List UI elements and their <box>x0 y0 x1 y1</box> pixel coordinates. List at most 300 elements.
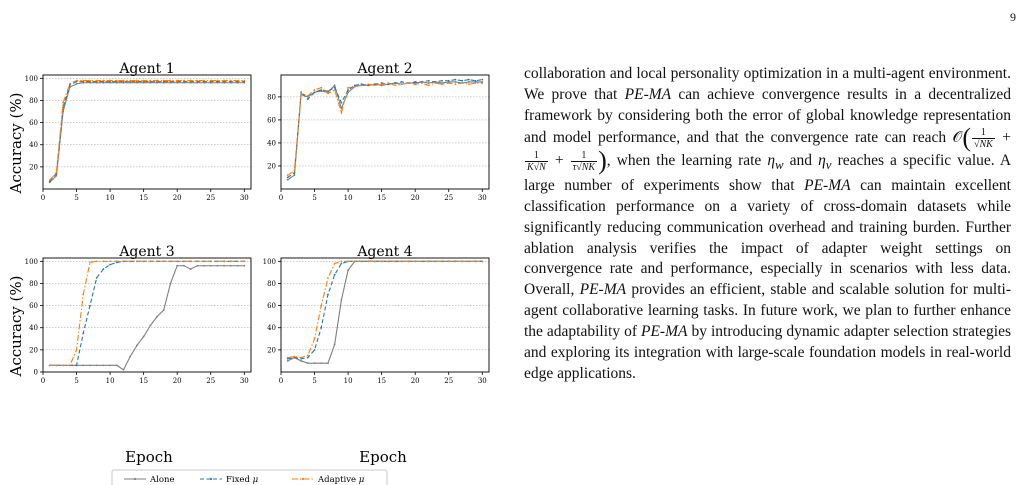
x-tick-label: 0 <box>40 194 46 202</box>
data-point <box>170 260 172 262</box>
data-point <box>149 80 151 82</box>
x-tick-label: 15 <box>377 194 387 202</box>
data-point <box>129 260 131 262</box>
data-point <box>62 106 64 108</box>
data-point <box>116 260 118 262</box>
data-point <box>461 80 463 82</box>
data-point <box>468 83 470 85</box>
x-tick-label: 25 <box>206 377 216 385</box>
x-tick-label: 25 <box>444 194 454 202</box>
data-point <box>56 175 58 177</box>
data-point <box>428 260 430 262</box>
y-tick-label: 80 <box>29 279 38 288</box>
y-tick-label: 60 <box>267 116 276 125</box>
data-point <box>196 265 198 267</box>
data-point <box>421 260 423 262</box>
data-point <box>327 277 329 279</box>
y-tick-label: 40 <box>29 324 38 333</box>
body-paragraph <box>524 64 1011 385</box>
y-axis-label-top: Accuracy (%) <box>7 92 25 194</box>
data-point <box>441 83 443 85</box>
data-point <box>340 260 342 262</box>
data-point <box>314 362 316 364</box>
panel-title: Agent 3 <box>119 244 175 260</box>
data-point <box>190 268 192 270</box>
plot-frame <box>281 75 489 189</box>
data-point <box>327 294 329 296</box>
data-point <box>149 260 151 262</box>
x-tick-label: 30 <box>477 194 487 202</box>
data-point <box>361 260 363 262</box>
data-point <box>176 80 178 82</box>
data-point <box>89 364 91 366</box>
data-point <box>76 364 78 366</box>
text-segment: and <box>783 151 819 169</box>
data-point <box>307 98 309 100</box>
data-point <box>136 80 138 82</box>
data-point <box>320 327 322 329</box>
data-point <box>367 260 369 262</box>
data-point <box>314 338 316 340</box>
data-point <box>374 260 376 262</box>
data-point <box>307 357 309 359</box>
data-point <box>176 260 178 262</box>
data-point <box>401 260 403 262</box>
data-point <box>183 265 185 267</box>
data-point <box>334 343 336 345</box>
open-paren: ( <box>962 122 971 152</box>
x-tick-label: 15 <box>139 194 149 202</box>
data-point <box>69 364 71 366</box>
data-point <box>109 80 111 82</box>
y-tick-label: 0 <box>33 368 38 377</box>
text-segment: collaboration and local personality optimization in a multi-agent environment. We prove that <box>524 65 1011 103</box>
series-line-fixed <box>288 261 483 358</box>
data-point <box>287 174 289 176</box>
legend-label: Adaptive μ <box>318 475 365 485</box>
data-point <box>334 274 336 276</box>
data-point <box>102 260 104 262</box>
data-point <box>89 80 91 82</box>
data-point <box>455 260 457 262</box>
data-point <box>294 356 296 358</box>
data-point <box>89 305 91 307</box>
panel-title: Agent 2 <box>357 61 413 77</box>
data-point <box>129 80 131 82</box>
x-tick-label: 5 <box>312 194 317 202</box>
data-point <box>203 265 205 267</box>
data-point <box>374 84 376 86</box>
data-point <box>300 360 302 362</box>
data-point <box>156 80 158 82</box>
data-point <box>294 170 296 172</box>
eta-subscript: w <box>775 156 784 172</box>
data-point <box>294 174 296 176</box>
data-point <box>76 83 78 85</box>
frac-numerator: 1 <box>972 127 995 139</box>
data-point <box>307 354 309 356</box>
data-point <box>69 83 71 85</box>
data-point <box>394 84 396 86</box>
data-point <box>387 82 389 84</box>
data-point <box>89 262 91 264</box>
x-tick-label: 0 <box>278 194 284 202</box>
data-point <box>475 260 477 262</box>
method-name: PE-MA <box>804 176 851 194</box>
frac-numerator: 1 <box>525 150 548 162</box>
x-tick-label: 20 <box>410 194 420 202</box>
data-point <box>190 80 192 82</box>
y-tick-label: 20 <box>267 162 276 171</box>
data-point <box>49 364 51 366</box>
data-point <box>340 112 342 114</box>
y-tick-label: 60 <box>267 302 276 311</box>
page-number: 9 <box>1010 10 1016 24</box>
x-tick-label: 15 <box>139 377 149 385</box>
data-point <box>334 84 336 86</box>
data-point <box>455 81 457 83</box>
data-point <box>434 260 436 262</box>
data-point <box>82 364 84 366</box>
x-tick-label: 25 <box>206 194 216 202</box>
data-point <box>210 265 212 267</box>
legend-marker <box>302 478 304 480</box>
data-point <box>223 260 225 262</box>
data-point <box>287 357 289 359</box>
data-point <box>163 260 165 262</box>
data-point <box>314 91 316 93</box>
data-point <box>414 260 416 262</box>
data-point <box>334 89 336 91</box>
data-point <box>237 260 239 262</box>
y-tick-label: 40 <box>29 141 38 150</box>
data-point <box>82 332 84 334</box>
data-point <box>461 82 463 84</box>
data-point <box>163 80 165 82</box>
data-point <box>408 82 410 84</box>
data-point <box>367 83 369 85</box>
data-point <box>196 80 198 82</box>
data-point <box>170 283 172 285</box>
data-point <box>123 80 125 82</box>
frac-denominator: K√N <box>527 161 546 173</box>
data-point <box>156 260 158 262</box>
x-tick-label: 10 <box>105 377 115 385</box>
data-point <box>421 82 423 84</box>
data-point <box>320 362 322 364</box>
data-point <box>243 260 245 262</box>
body-text-column <box>524 64 1011 385</box>
data-point <box>210 260 212 262</box>
data-point <box>461 260 463 262</box>
eta-v <box>818 151 832 172</box>
x-tick-label: 0 <box>278 377 284 385</box>
data-point <box>123 260 125 262</box>
data-point <box>401 81 403 83</box>
data-point <box>237 80 239 82</box>
data-point <box>468 79 470 81</box>
data-point <box>327 93 329 95</box>
data-point <box>223 265 225 267</box>
data-point <box>96 260 98 262</box>
data-point <box>230 80 232 82</box>
frac-denominator: √NK <box>973 138 993 150</box>
y-tick-label: 60 <box>29 302 38 311</box>
chart-panels <box>25 61 489 385</box>
data-point <box>408 260 410 262</box>
text-segment: , when the learning rate <box>606 151 768 169</box>
data-point <box>143 260 145 262</box>
y-tick-label: 40 <box>267 139 276 148</box>
data-point <box>361 84 363 86</box>
data-point <box>414 83 416 85</box>
y-tick-label: 20 <box>267 346 276 355</box>
data-point <box>210 80 212 82</box>
legend-label-symbol: μ <box>249 475 259 485</box>
y-tick-label: 100 <box>24 74 38 83</box>
data-point <box>475 80 477 82</box>
chart-panel-2 <box>267 61 489 202</box>
data-point <box>183 260 185 262</box>
data-point <box>387 260 389 262</box>
y-tick-label: 80 <box>267 93 276 102</box>
data-point <box>136 260 138 262</box>
x-tick-label: 10 <box>343 194 353 202</box>
data-point <box>340 299 342 301</box>
x-tick-label: 0 <box>40 377 46 385</box>
x-tick-label: 10 <box>343 377 353 385</box>
data-point <box>354 86 356 88</box>
data-point <box>190 260 192 262</box>
legend-label: Fixed μ <box>226 475 259 485</box>
x-tick-label: 5 <box>74 377 79 385</box>
data-point <box>109 264 111 266</box>
data-point <box>237 265 239 267</box>
series-line-adaptive <box>288 261 483 357</box>
frac-numerator: 1 <box>571 150 597 162</box>
x-tick-label: 5 <box>312 377 317 385</box>
text-segment: can achieve convergence results in a decentralized framework by considering both the error of global knowledge representation and model performance, and that the convergence rate can reach <box>524 85 1011 146</box>
method-name: PE-MA <box>579 281 627 299</box>
data-point <box>183 80 185 82</box>
series-line-alone <box>50 83 245 183</box>
eta-w <box>767 151 784 172</box>
eta-symbol: η <box>767 151 776 169</box>
data-point <box>82 294 84 296</box>
data-point <box>82 80 84 82</box>
data-point <box>481 82 483 84</box>
data-point <box>143 80 145 82</box>
x-tick-label: 30 <box>239 377 249 385</box>
data-point <box>347 269 349 271</box>
panel-title: Agent 4 <box>357 244 413 260</box>
data-point <box>428 82 430 84</box>
data-point <box>320 89 322 91</box>
data-point <box>327 362 329 364</box>
legend-label-symbol: μ <box>356 475 365 485</box>
data-point <box>428 84 430 86</box>
data-point <box>448 260 450 262</box>
plot-frame <box>281 258 489 372</box>
data-point <box>334 263 336 265</box>
data-point <box>448 80 450 82</box>
y-axis-label-bottom: Accuracy (%) <box>7 275 25 377</box>
data-point <box>230 260 232 262</box>
data-point <box>217 260 219 262</box>
accuracy-figure <box>0 0 510 485</box>
big-o-symbol: 𝒪 <box>952 128 963 146</box>
chart-panel-4 <box>263 244 489 385</box>
data-point <box>314 89 316 91</box>
data-point <box>414 81 416 83</box>
data-point <box>203 80 205 82</box>
eta-symbol: η <box>818 151 826 169</box>
text-segment: reaches a specific value. A large number of experiments show that <box>524 151 1012 194</box>
data-point <box>334 87 336 89</box>
y-tick-label: 60 <box>29 119 38 128</box>
data-point <box>381 260 383 262</box>
data-point <box>156 316 158 318</box>
data-point <box>230 265 232 267</box>
data-point <box>394 260 396 262</box>
y-tick-label: 100 <box>24 257 38 266</box>
data-point <box>56 364 58 366</box>
method-name: PE-MA <box>641 323 688 341</box>
text-segment: can maintain excellent classification performance on a variety of cross-domain datasets while significantly reducing communication overhead and training burden. Further ablation analysis verifies the impact of adapter weight settings on convergence rate and performance, especially in scenarios with less data. Overall, <box>524 176 1011 299</box>
data-point <box>381 83 383 85</box>
legend-label: Alone <box>150 475 175 485</box>
data-point <box>287 360 289 362</box>
data-point <box>243 80 245 82</box>
data-point <box>96 277 98 279</box>
data-point <box>143 336 145 338</box>
data-point <box>448 82 450 84</box>
data-point <box>468 260 470 262</box>
x-axis-label-right: Epoch <box>359 448 407 466</box>
method-name: PE-MA <box>624 85 672 103</box>
data-point <box>136 345 138 347</box>
data-point <box>129 356 131 358</box>
panel-title: Agent 1 <box>119 61 175 77</box>
data-point <box>287 179 289 181</box>
data-point <box>243 265 245 267</box>
data-point <box>307 362 309 364</box>
data-point <box>109 364 111 366</box>
data-point <box>468 81 470 83</box>
plus-sign: + <box>554 151 564 169</box>
chart-panel-1 <box>25 61 251 202</box>
data-point <box>327 90 329 92</box>
data-point <box>294 172 296 174</box>
data-point <box>176 265 178 267</box>
text-segment: by introducing dynamic adapter selection strategies and exploring its integration with large-scale foundation models in real-world edge applications. <box>524 323 1011 382</box>
x-tick-label: 5 <box>74 194 79 202</box>
data-point <box>287 177 289 179</box>
close-paren: ) <box>598 145 607 175</box>
data-point <box>217 265 219 267</box>
x-tick-label: 20 <box>172 194 182 202</box>
plus-sign: + <box>1002 128 1011 146</box>
data-point <box>116 80 118 82</box>
data-point <box>314 349 316 351</box>
data-point <box>96 80 98 82</box>
x-tick-label: 30 <box>477 377 487 385</box>
x-tick-label: 20 <box>410 377 420 385</box>
y-tick-label: 100 <box>262 257 276 266</box>
data-point <box>116 364 118 366</box>
x-tick-label: 20 <box>172 377 182 385</box>
data-point <box>62 364 64 366</box>
data-point <box>149 325 151 327</box>
data-point <box>300 357 302 359</box>
fraction-1 <box>972 127 995 150</box>
data-point <box>481 260 483 262</box>
series-line-alone <box>288 82 483 180</box>
data-point <box>76 80 78 82</box>
series-line-alone <box>50 266 245 370</box>
data-point <box>223 80 225 82</box>
x-tick-label: 10 <box>105 194 115 202</box>
data-point <box>49 179 51 181</box>
fraction-3 <box>571 150 597 173</box>
data-point <box>320 305 322 307</box>
data-point <box>102 268 104 270</box>
data-point <box>307 95 309 97</box>
x-tick-label: 25 <box>444 377 454 385</box>
legend-marker <box>210 478 212 480</box>
data-point <box>62 102 64 104</box>
data-point <box>441 80 443 82</box>
y-tick-label: 40 <box>267 324 276 333</box>
data-point <box>320 87 322 89</box>
data-point <box>217 80 219 82</box>
y-tick-label: 80 <box>29 96 38 105</box>
data-point <box>102 80 104 82</box>
series-line-fixed <box>288 80 483 178</box>
data-point <box>123 369 125 371</box>
fraction-2 <box>525 150 548 173</box>
series-line-adaptive <box>50 81 245 181</box>
data-point <box>163 309 165 311</box>
eta-subscript: v <box>825 156 832 172</box>
data-point <box>455 83 457 85</box>
data-point <box>441 260 443 262</box>
x-tick-label: 30 <box>239 194 249 202</box>
chart-legend <box>112 470 387 485</box>
data-point <box>455 79 457 81</box>
data-point <box>481 79 483 81</box>
data-point <box>203 260 205 262</box>
text-segment: provides an efficient, stable and scalable solution for multi-agent collaborative learning tasks. In future work, we plan to further enhance the adaptability of <box>524 281 1011 341</box>
data-point <box>170 80 172 82</box>
data-point <box>428 80 430 82</box>
y-tick-label: 20 <box>29 346 38 355</box>
series-line-alone <box>288 261 483 363</box>
data-point <box>354 260 356 262</box>
data-point <box>434 82 436 84</box>
y-tick-label: 80 <box>267 279 276 288</box>
data-point <box>109 260 111 262</box>
data-point <box>102 364 104 366</box>
series-line-fixed <box>50 82 245 182</box>
data-point <box>96 364 98 366</box>
data-point <box>56 171 58 173</box>
x-axis-label-left: Epoch <box>125 448 173 466</box>
data-point <box>347 260 349 262</box>
data-point <box>347 87 349 89</box>
plot-frame <box>43 75 251 189</box>
chart-panel-3 <box>25 244 251 385</box>
